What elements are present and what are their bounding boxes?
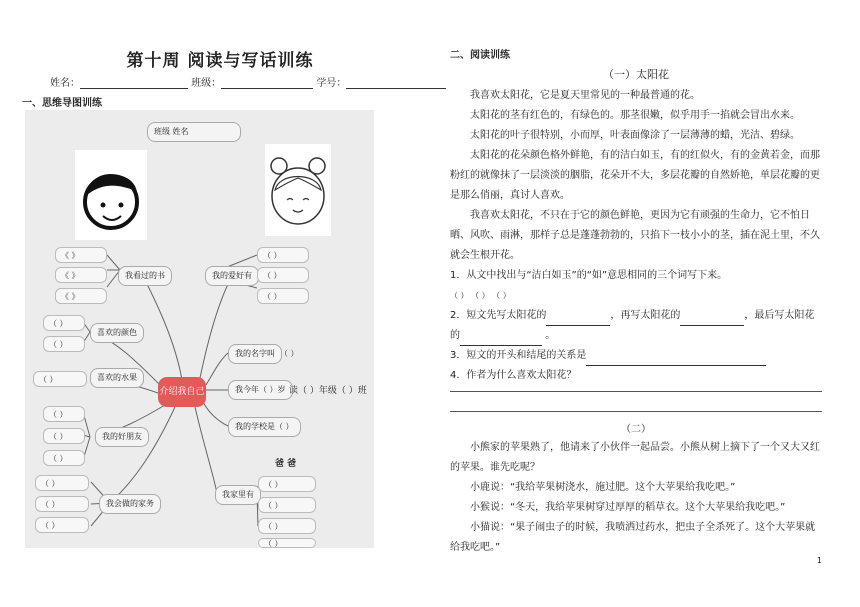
passage2-paragraph: 小猴说：“冬天，我给苹果树穿过厚厚的稻草衣。这个大苹果给我吃吧。” bbox=[470, 502, 786, 513]
page-title: 第十周 阅读与写话训练 bbox=[126, 51, 314, 71]
chores-slot[interactable]: （ ） bbox=[35, 496, 89, 512]
class-label: 班级： bbox=[191, 78, 222, 89]
color-slot[interactable]: （ ） bbox=[43, 336, 85, 352]
passage1-paragraph: 太阳花的茎有红色的，有绿色的。那茎很嫩，似乎用手一掐就会冒出水来。 bbox=[470, 110, 800, 121]
answer-line[interactable] bbox=[450, 411, 822, 412]
name-slot[interactable]: （ ） bbox=[280, 349, 299, 358]
fruit-branch: 喜欢的水果 bbox=[90, 368, 144, 388]
boy-face-icon bbox=[75, 150, 147, 240]
friend-slot[interactable]: （ ） bbox=[43, 428, 85, 444]
chores-slot[interactable]: （ ） bbox=[35, 475, 89, 491]
q2-text-b: ，再写太阳花的 bbox=[610, 310, 681, 321]
chores-slot[interactable]: （ ） bbox=[35, 517, 89, 533]
friend-slot[interactable]: （ ） bbox=[43, 450, 85, 466]
grade-class-text[interactable]: 读（ ）年级（ ）班 bbox=[289, 386, 367, 396]
id-blank[interactable] bbox=[346, 77, 446, 89]
age-branch: 我今年（ ）岁 bbox=[228, 380, 293, 400]
passage2-paragraph: 小鹿说：“我给苹果树浇水，施过肥。这个大苹果给我吃吧。” bbox=[470, 482, 736, 493]
passage1-title: （一）太阳花 bbox=[603, 68, 669, 81]
name-branch: 我的名字叫 bbox=[228, 344, 282, 364]
hobby-slot[interactable]: （ ） bbox=[257, 247, 309, 263]
chores-branch: 我会做的家务 bbox=[99, 494, 161, 514]
q2-text-e: 。 bbox=[545, 330, 556, 341]
passage1-paragraph: 太阳花的花朵颜色格外鲜艳，有的洁白如玉，有的红似火，有的金黄若金，而那粉红的就像抹了一层淡淡的胭脂，花朵开不大，多层花瓣的自然娇艳，单层花瓣的更是那么俏丽，真讨人喜欢。 bbox=[450, 150, 820, 201]
color-branch: 喜欢的颜色 bbox=[90, 323, 144, 343]
family-slot[interactable]: （ ） bbox=[258, 497, 316, 513]
q2-blank-3[interactable] bbox=[460, 334, 542, 346]
color-slot[interactable]: （ ） bbox=[43, 315, 85, 331]
friend-slot[interactable]: （ ） bbox=[43, 406, 85, 422]
answer-line[interactable] bbox=[450, 391, 822, 392]
name-label: 姓名： bbox=[50, 78, 80, 89]
friend-branch: 我的好朋友 bbox=[95, 427, 149, 447]
question-2-cont bbox=[450, 326, 822, 346]
fruit-slot[interactable]: （ ） bbox=[33, 371, 87, 387]
family-branch: 我家里有 bbox=[215, 485, 261, 505]
section-heading-reading: 二、阅读训练 bbox=[450, 50, 510, 61]
question-3 bbox=[450, 346, 822, 366]
q3-text: 3．短文的开头和结尾的关系是 bbox=[450, 350, 587, 361]
id-label: 学号： bbox=[316, 78, 347, 89]
class-blank[interactable] bbox=[221, 77, 313, 89]
family-slot[interactable]: （ ） bbox=[258, 538, 316, 548]
school-branch[interactable]: 我的学校是（ ） bbox=[228, 417, 301, 437]
page-number: 1 bbox=[816, 556, 822, 565]
q2-text-d: 的 bbox=[450, 330, 460, 341]
hobby-slot[interactable]: （ ） bbox=[257, 288, 309, 304]
question-1: 1．从文中找出与“洁白如玉”的“如”意思相同的三个词写下来。 bbox=[450, 270, 728, 281]
family-slot[interactable]: （ ） bbox=[258, 518, 316, 534]
hobby-branch: 我的爱好有 bbox=[205, 266, 259, 286]
q2-blank-1[interactable] bbox=[546, 314, 610, 326]
passage2-paragraph: 小猫说：“果子闹虫子的时候，我喷洒过药水，把虫子全杀死了。这个大苹果就给我吃吧。” bbox=[450, 522, 816, 553]
book-slot[interactable]: 《 》 bbox=[55, 247, 107, 263]
q2-blank-2[interactable] bbox=[680, 314, 744, 326]
family-slot[interactable]: （ ） bbox=[258, 476, 316, 492]
family-head: 爸 爸 bbox=[275, 459, 297, 469]
girl-face-icon bbox=[265, 144, 331, 236]
passage1 bbox=[450, 86, 822, 386]
passage2-title: （二） bbox=[621, 424, 651, 435]
mind-map bbox=[25, 110, 374, 548]
book-slot[interactable]: 《 》 bbox=[55, 288, 107, 304]
books-branch: 我看过的书 bbox=[118, 266, 172, 286]
passage2 bbox=[450, 438, 822, 558]
center-node: 介绍我自己 bbox=[158, 377, 206, 407]
passage1-paragraph: 我喜欢太阳花，它是夏天里常见的一种最普通的花。 bbox=[470, 90, 700, 101]
question-2 bbox=[450, 306, 822, 326]
hobby-slot[interactable]: （ ） bbox=[257, 267, 309, 283]
q2-text-a: 2．短文先写太阳花的 bbox=[450, 310, 547, 321]
q2-text-c: ，最后写太阳花 bbox=[744, 310, 815, 321]
passage1-paragraph: 我喜欢太阳花，不只在于它的颜色鲜艳，更因为它有顽强的生命力，它不怕日晒、风吹、雨淋，那样子总是蓬蓬勃勃的，只掐下一枝小小的茎，插在泥土里，不久就会生根开花。 bbox=[450, 210, 820, 261]
passage2-paragraph: 小熊家的苹果熟了，他请来了小伙伴一起品尝。小熊从树上摘下了一个又大又红的苹果。谁先吃呢？ bbox=[450, 442, 820, 473]
student-info-line bbox=[50, 74, 446, 89]
passage1-paragraph: 太阳花的叶子很特别，小而厚，叶表面像涂了一层薄薄的蜡，光洁、碧绿。 bbox=[470, 130, 800, 141]
class-name-box: 班级 姓名 bbox=[147, 122, 241, 142]
question-4: 4．作者为什么喜欢太阳花？ bbox=[450, 370, 577, 381]
section-heading-mindmap: 一、思维导图训练 bbox=[22, 98, 102, 109]
name-blank[interactable] bbox=[80, 77, 188, 89]
book-slot[interactable]: 《 》 bbox=[55, 267, 107, 283]
question-1-blanks[interactable]: （ ） （ ） （ ） bbox=[450, 291, 511, 300]
q3-blank[interactable] bbox=[586, 354, 766, 366]
